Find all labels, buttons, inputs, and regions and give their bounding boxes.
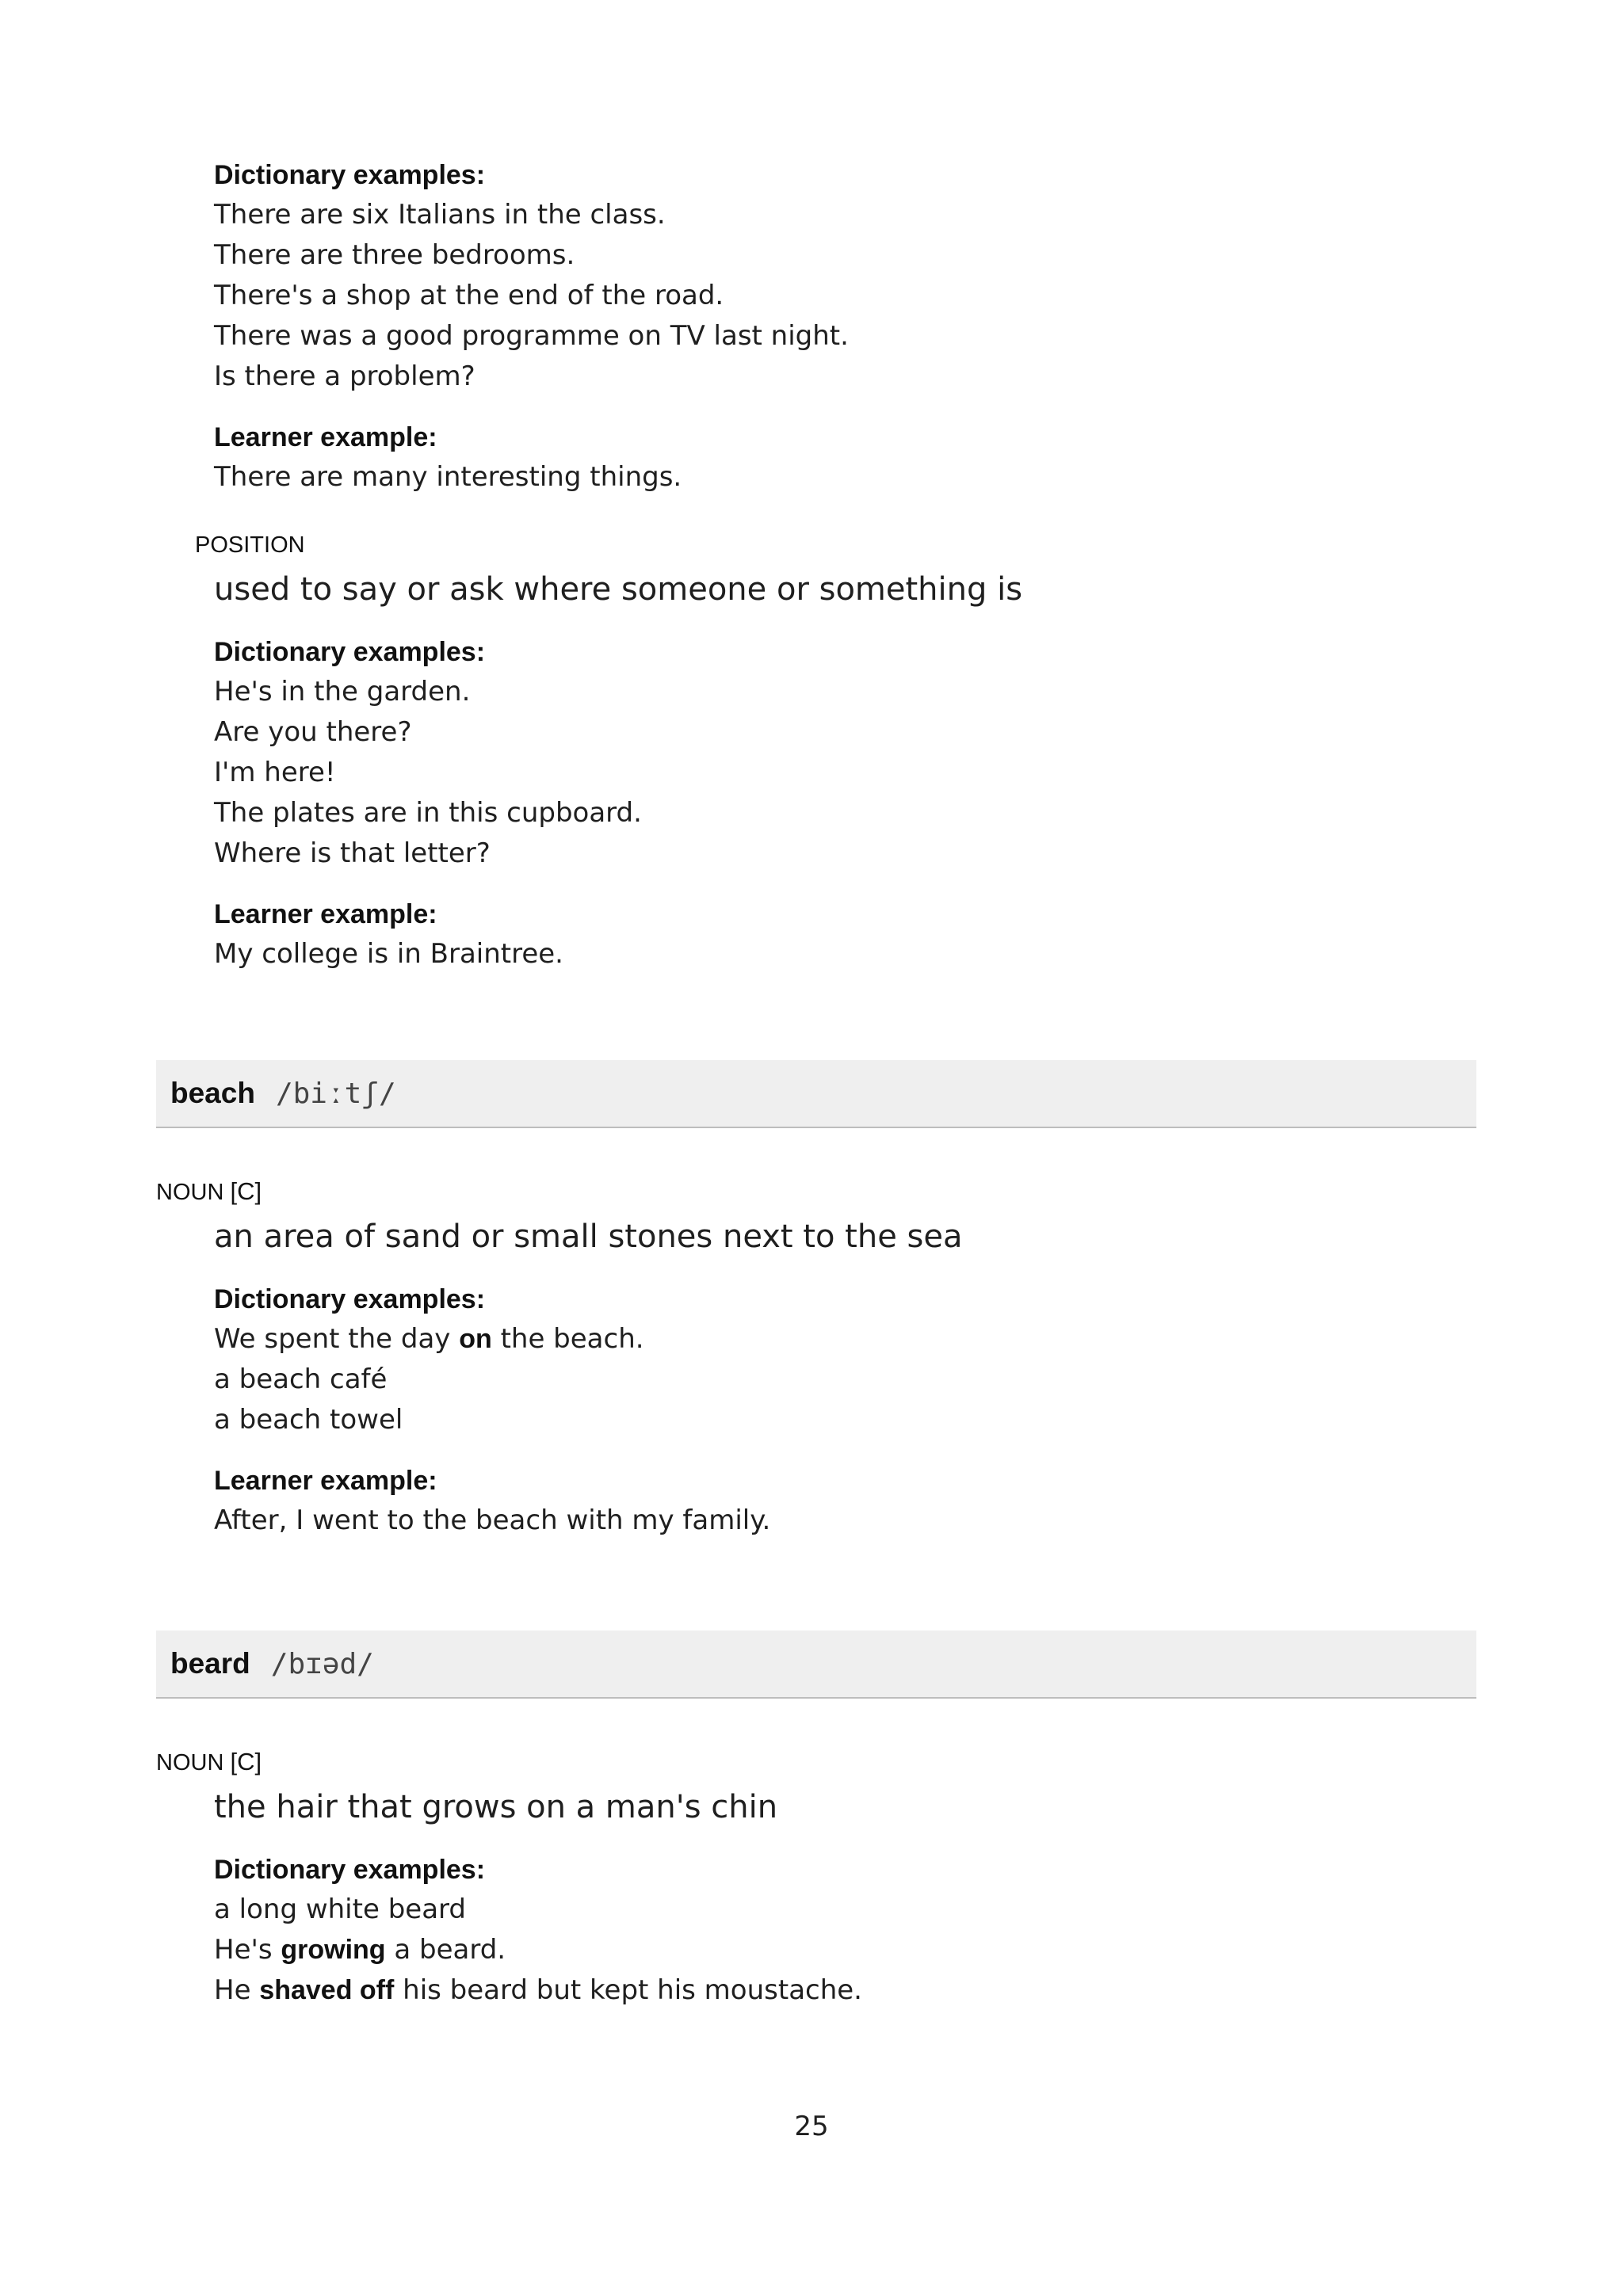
dictionary-example: There's a shop at the end of the road. — [214, 280, 724, 311]
sense-label: POSITION — [195, 532, 305, 558]
learner-example-block — [214, 418, 1623, 498]
entry-header-bar — [156, 1630, 1476, 1699]
dictionary-example: We spent the day on the beach. — [214, 1323, 644, 1355]
there-existence-section — [0, 155, 1623, 529]
dictionary-example: He's growing a beard. — [214, 1934, 506, 1966]
definition: used to say or ask where someone or something is — [214, 571, 1023, 608]
definition: the hair that grows on a man's chin — [214, 1789, 778, 1825]
learner-example-heading: Learner example: — [214, 422, 437, 452]
dictionary-example: There was a good programme on TV last night. — [214, 320, 849, 352]
definition: an area of sand or small stones next to the sea — [214, 1219, 963, 1255]
dictionary-examples-block — [214, 155, 1623, 397]
headword: beard — [170, 1647, 250, 1680]
there-position-section — [0, 529, 1623, 974]
learner-example-heading: Learner example: — [214, 1466, 437, 1496]
pronunciation: /bɪəd/ — [270, 1647, 374, 1680]
dictionary-examples-block — [214, 1850, 1623, 2011]
entry-beach — [0, 1060, 1623, 1541]
learner-example-block — [214, 894, 1623, 974]
dictionary-example: There are six Italians in the class. — [214, 199, 666, 231]
dictionary-example: Is there a problem? — [214, 360, 475, 392]
pos-label: NOUN — [156, 1750, 224, 1775]
learner-example-heading: Learner example: — [214, 899, 437, 929]
collocation-highlight: growing — [281, 1935, 386, 1965]
dictionary-examples-heading: Dictionary examples: — [214, 1284, 486, 1314]
dictionary-example: a beach towel — [214, 1404, 403, 1436]
collocation-highlight: shaved off — [259, 1975, 395, 2005]
dictionary-example: There are three bedrooms. — [214, 239, 575, 271]
learner-example: After, I went to the beach with my family. — [214, 1505, 771, 1536]
learner-example-block — [214, 1461, 1623, 1541]
part-of-speech — [156, 1176, 1623, 1208]
entry-header-bar — [156, 1060, 1476, 1128]
learner-example: There are many interesting things. — [214, 461, 682, 493]
dictionary-examples-block — [214, 1280, 1623, 1440]
entry-beard — [0, 1630, 1623, 2031]
pos-label: NOUN — [156, 1180, 224, 1205]
learner-example: My college is in Braintree. — [214, 938, 563, 970]
part-of-speech — [156, 1746, 1623, 1779]
grammar-code: [C] — [230, 1177, 262, 1205]
dictionary-example: a long white beard — [214, 1894, 466, 1925]
page-number: 25 — [794, 2111, 829, 2142]
grammar-code: [C] — [230, 1748, 262, 1775]
dictionary-example: Are you there? — [214, 716, 412, 748]
dictionary-examples-heading: Dictionary examples: — [214, 1855, 486, 1885]
dictionary-examples-heading: Dictionary examples: — [214, 160, 486, 190]
dictionary-examples-block — [214, 632, 1623, 874]
dictionary-example: The plates are in this cupboard. — [214, 797, 642, 829]
dictionary-example: He shaved off his beard but kept his moustache. — [214, 1974, 862, 2006]
dictionary-example: He's in the garden. — [214, 676, 471, 707]
dictionary-examples-heading: Dictionary examples: — [214, 637, 486, 667]
headword: beach — [170, 1077, 255, 1109]
collocation-highlight: on — [459, 1324, 492, 1354]
dictionary-example: I'm here! — [214, 757, 336, 788]
pronunciation: /biːtʃ/ — [275, 1077, 396, 1110]
dictionary-example: Where is that letter? — [214, 837, 491, 869]
dictionary-example: a beach café — [214, 1363, 388, 1395]
